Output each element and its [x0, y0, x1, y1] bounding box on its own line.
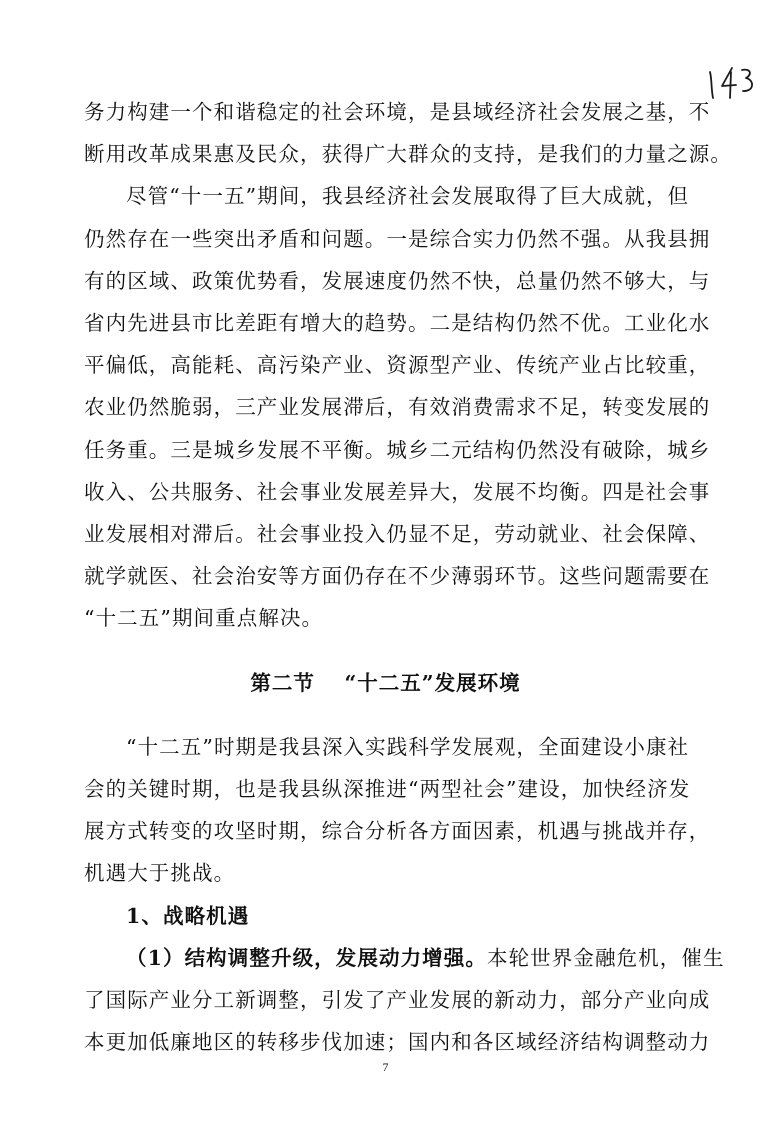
page-number: 7: [382, 1060, 389, 1074]
paragraph-4-first-line-rest: 本轮世界金融危机，催生: [486, 945, 725, 970]
paragraph-2-line: 农业仍然脆弱，三产业发展滞后，有效消费需求不足，转变发展的: [84, 395, 711, 420]
paragraph-1-line: 务力构建一个和谐稳定的社会环境，是县域经济社会发展之基，不: [84, 100, 711, 124]
paragraph-2-line: “十二五”期间重点解决。: [84, 606, 324, 631]
paragraph-3-line: “十二五”时期是我县深入实践科学发展观，全面建设小康社: [126, 734, 690, 759]
paragraph-2-line: 平偏低，高能耗、高污染产业、资源型产业、传统产业占比较重，: [84, 353, 711, 378]
paragraph-3-line: 展方式转变的攻坚时期，综合分析各方面因素，机遇与挑战并存，: [84, 819, 711, 844]
paragraph-2-line: 就学就医、社会治安等方面仍存在不少薄弱环节。这些问题需要在: [84, 564, 711, 589]
paragraph-2-line: 任务重。三是城乡发展不平衡。城乡二元结构仍然没有破除，城乡: [84, 437, 711, 462]
paragraph-1-line: 断用改革成果惠及民众，获得广大群众的支持，是我们的力量之源。: [84, 142, 732, 167]
paragraph-2-line: 尽管“十一五”期间，我县经济社会发展取得了巨大成就，但: [126, 184, 690, 209]
paragraph-2-line: 有的区域、政策优势看，发展速度仍然不快，总量仍然不够大，与: [84, 268, 711, 293]
paragraph-4-first-line: [126, 940, 725, 976]
paragraph-4-line: 了国际产业分工新调整，引发了产业发展的新动力，部分产业向成: [84, 987, 711, 1012]
paragraph-2-line: 仍然存在一些突出矛盾和问题。一是综合实力仍然不强。从我县拥: [84, 226, 711, 251]
paragraph-2-line: 收入、公共服务、社会事业发展差异大，发展不均衡。四是社会事: [84, 479, 711, 504]
paragraph-3-line: 机遇大于挑战。: [84, 861, 236, 886]
subheading-strategic-opportunities: 1、战略机遇: [126, 903, 250, 928]
paragraph-3-line: 会的关键时期，也是我县纵深推进“两型社会”建设，加快经济发: [84, 776, 691, 801]
paragraph-4-lead: （1）结构调整升级，发展动力增强。: [126, 945, 487, 970]
section-heading: 第二节 “十二五”发展环境: [250, 670, 521, 695]
paragraph-4-line: 本更加低廉地区的转移步伐加速；国内和各区域经济结构调整动力: [84, 1030, 711, 1055]
paragraph-2-line: 业发展相对滞后。社会事业投入仍显不足，劳动就业、社会保障、: [84, 522, 711, 546]
paragraph-2-line: 省内先进县市比差距有增大的趋势。二是结构仍然不优。工业化水: [84, 311, 711, 335]
